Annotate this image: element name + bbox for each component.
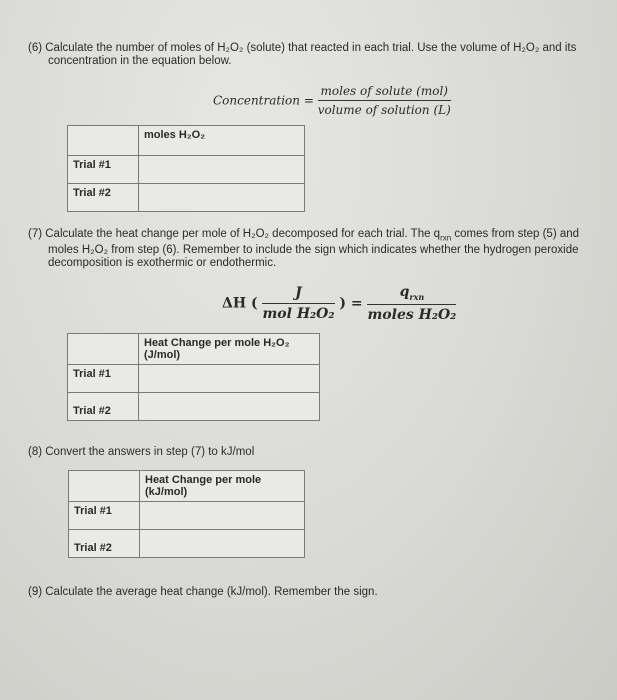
q7-table-corner <box>68 334 139 365</box>
q6-eq-numerator: moles of solute (mol) <box>318 84 451 101</box>
q7-row-label-trial1: Trial #1 <box>68 365 139 393</box>
q8-answer-cell-trial2[interactable] <box>140 530 305 558</box>
q6-line1: (6) Calculate the number of moles of H₂O₂ (solute) that reacted in each trial. Use the volume of H₂O₂ and its <box>28 42 577 54</box>
q7-table-header-line2: (J/mol) <box>144 349 181 361</box>
q7-heat-equation <box>222 284 456 323</box>
q6-table-header: moles H₂O₂ <box>139 126 305 156</box>
q7-table-header-line1: Heat Change per mole H₂O₂ <box>144 337 290 349</box>
q7-eq-denominator-1: mol H₂O₂ <box>262 305 335 322</box>
q6-answer-cell-trial2[interactable] <box>139 184 305 212</box>
q6-eq-fraction <box>318 84 451 117</box>
q8-row-label-trial2: Trial #2 <box>69 530 140 558</box>
q7-eq-numerator-1: J <box>262 285 334 304</box>
q6-row-label-trial2: Trial #2 <box>68 184 139 212</box>
q6-answer-cell-trial1[interactable] <box>139 156 305 184</box>
q7-table-header <box>139 334 320 365</box>
q7-line1 <box>28 228 613 244</box>
q7-row-label-trial2: Trial #2 <box>68 393 139 421</box>
q7-eq-fraction-1 <box>262 285 334 322</box>
q7-line3: decomposition is exothermic or endothermic. <box>48 257 277 270</box>
q8-row-label-trial1: Trial #1 <box>69 502 140 530</box>
q8-table-header-line1: Heat Change per mole <box>145 474 262 486</box>
q8-table-corner <box>69 471 140 502</box>
q7-instructions <box>28 228 613 270</box>
q9-instructions: (9) Calculate the average heat change (kJ/mol). Remember the sign. <box>28 586 378 598</box>
q6-eq-denominator: volume of solution (L) <box>317 103 451 117</box>
q7-answer-cell-trial2[interactable] <box>139 393 320 421</box>
q8-table-header-line2: (kJ/mol) <box>145 486 188 498</box>
q6-line2: concentration in the equation below. <box>48 55 232 67</box>
q7-heat-change-table <box>67 333 320 421</box>
q7-eq-fraction-2 <box>367 284 456 323</box>
q7-eq-numerator-2 <box>367 284 456 305</box>
q8-instructions: (8) Convert the answers in step (7) to kJ/mol <box>28 446 255 458</box>
q7-eq-denominator-2: moles H₂O₂ <box>367 306 457 323</box>
q7-line1b-text: comes from step (5) and <box>451 228 580 240</box>
q6-instructions <box>28 42 608 68</box>
q8-heat-change-table <box>68 470 305 558</box>
q7-q-subscript: rxn <box>440 233 452 243</box>
q6-row-label-trial1: Trial #1 <box>68 156 139 184</box>
q7-line2: moles H₂O₂ from step (6). Remember to include the sign which indicates whether the hydrogen peroxide <box>48 244 579 257</box>
q7-eq-q: q <box>399 284 410 300</box>
q7-eq-mid: ) = <box>339 295 363 312</box>
q6-moles-table <box>67 125 305 212</box>
q6-concentration-equation <box>213 84 451 117</box>
q6-eq-lhs: Concentration = <box>213 93 314 108</box>
q8-answer-cell-trial1[interactable] <box>140 502 305 530</box>
q7-eq-lhs: ΔH ( <box>222 295 258 312</box>
q7-answer-cell-trial1[interactable] <box>139 365 320 393</box>
q7-line1-text: (7) Calculate the heat change per mole of H₂O₂ decomposed for each trial. The q <box>28 228 441 240</box>
q7-eq-q-subscript: rxn <box>409 291 425 302</box>
q6-table-corner <box>68 126 139 156</box>
q8-table-header <box>140 471 305 502</box>
